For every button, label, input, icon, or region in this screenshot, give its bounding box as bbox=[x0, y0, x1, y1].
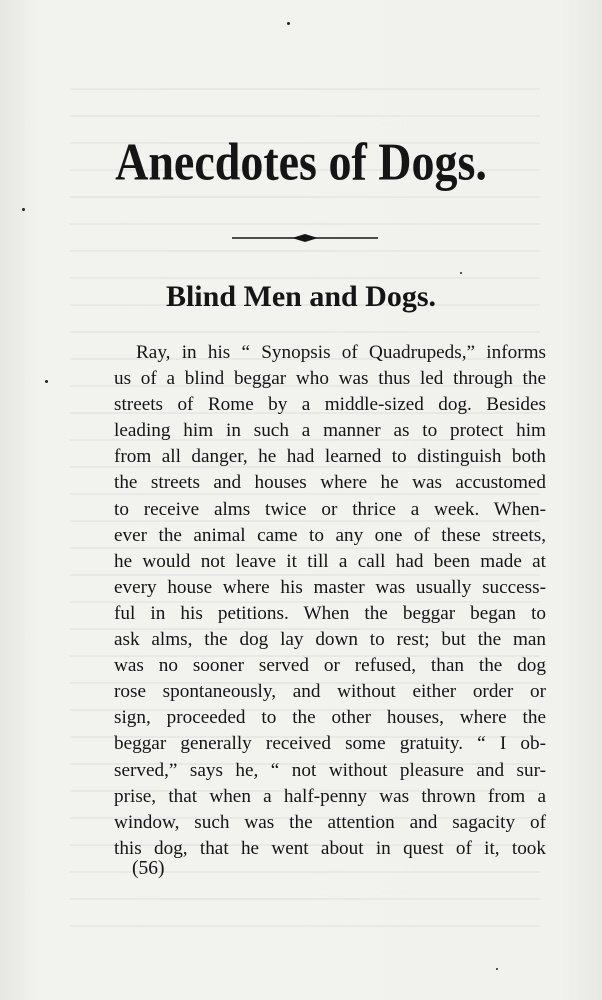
text-line: the streets and houses where he was accustomed bbox=[114, 472, 546, 494]
text-line: prise, that when a half-penny was thrown from a bbox=[114, 785, 546, 807]
text-line: ask alms, the dog lay down to rest; but the man bbox=[114, 629, 546, 651]
ink-speck bbox=[460, 272, 462, 274]
ink-speck bbox=[45, 380, 48, 383]
section-heading: Blind Men and Dogs. bbox=[165, 280, 437, 313]
text-line: from all danger, he had learned to distinguish both bbox=[114, 446, 546, 468]
text-line: sign, proceeded to the other houses, where the bbox=[114, 707, 546, 729]
body-paragraph bbox=[114, 340, 546, 862]
text-line: beggar generally received some gratuity. “ I ob- bbox=[114, 733, 546, 755]
text-line: rose spontaneously, and without either order or bbox=[114, 681, 546, 703]
text-line: window, such was the attention and sagacity of bbox=[114, 811, 546, 833]
text-line: this dog, that he went about in quest of it, took bbox=[114, 837, 546, 859]
text-line: streets of Rome by a middle-sized dog. Besides bbox=[114, 394, 546, 416]
text-line: Ray, in his “ Synopsis of Quadrupeds,” informs bbox=[136, 342, 546, 363]
ink-speck bbox=[22, 208, 25, 211]
text-line: to receive alms twice or thrice a week. When- bbox=[114, 498, 546, 520]
text-line: he would not leave it till a call had been made at bbox=[114, 550, 546, 572]
text-line: every house where his master was usually success- bbox=[114, 576, 546, 598]
text-line: ever the animal came to any one of these streets, bbox=[114, 524, 546, 546]
page-title: Anecdotes of Dogs. bbox=[115, 132, 487, 191]
text-line: leading him in such a manner as to protect him bbox=[114, 420, 546, 442]
text-line: us of a blind beggar who was thus led through the bbox=[114, 368, 546, 390]
ink-speck bbox=[287, 22, 290, 25]
ornamental-rule bbox=[0, 230, 602, 246]
ink-speck bbox=[496, 968, 498, 970]
page-number: (56) bbox=[132, 858, 165, 879]
text-line: ful in his petitions. When the beggar began to bbox=[114, 602, 546, 624]
text-line: served,” says he, “ not without pleasure and sur- bbox=[114, 759, 546, 781]
text-line: was no sooner served or refused, than the dog bbox=[114, 655, 546, 677]
